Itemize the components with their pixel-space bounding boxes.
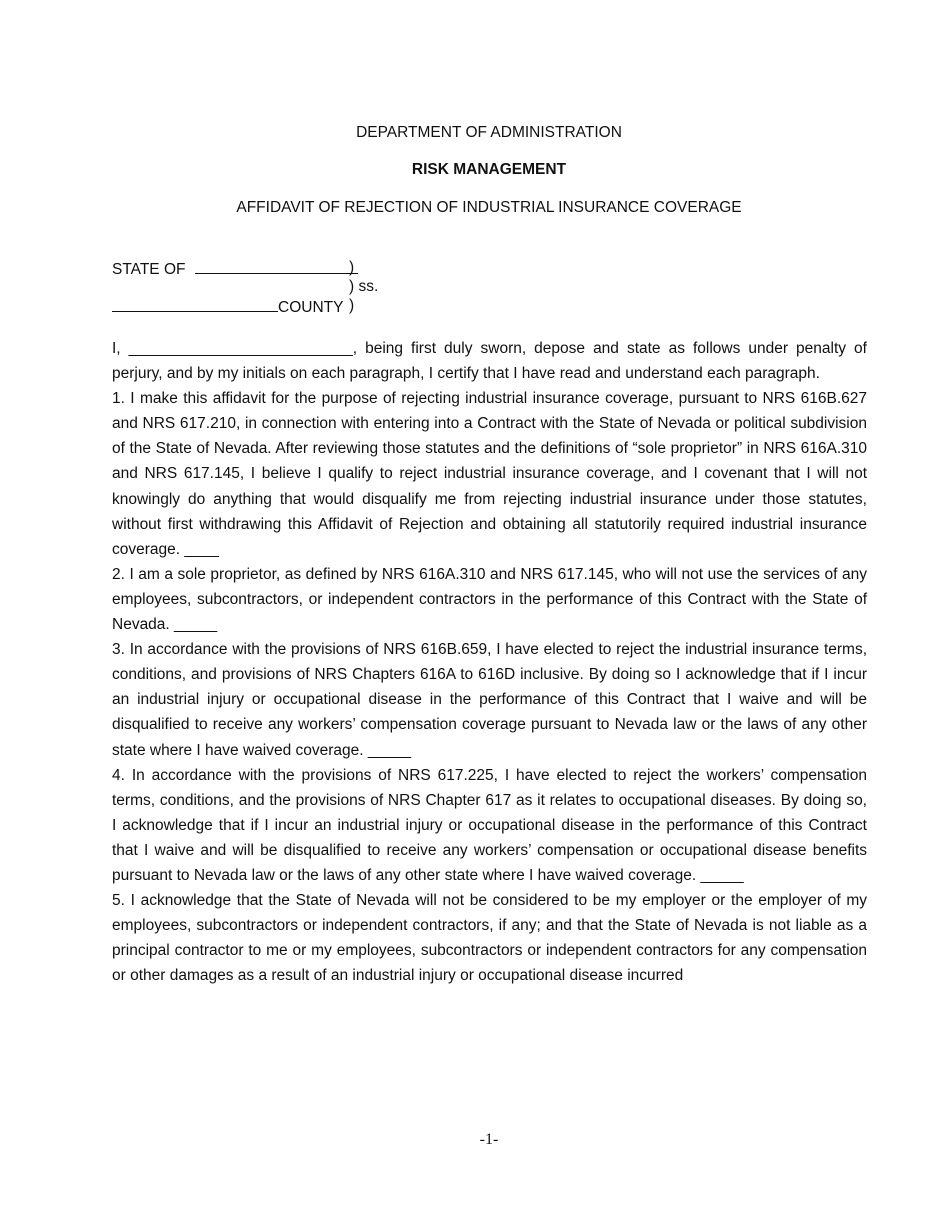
- state-row: STATE OF ): [112, 258, 358, 277]
- ss-label: ) ss.: [349, 278, 379, 295]
- state-blank[interactable]: [195, 258, 358, 274]
- department-heading: DEPARTMENT OF ADMINISTRATION: [356, 124, 622, 141]
- venue-block: [112, 258, 379, 316]
- paragraph-2: 2. I am a sole proprietor, as defined by NRS 616A.310 and NRS 617.145, who will not use the services of any employees, subcontractors, or independent contractors in the performance of this Contract with the State of Nevada. _____: [112, 565, 867, 634]
- county-blank[interactable]: [112, 296, 278, 312]
- document-title: AFFIDAVIT OF REJECTION OF INDUSTRIAL INSURANCE COVERAGE: [236, 199, 742, 216]
- county-label: COUNTY: [278, 299, 344, 316]
- ss-row: [112, 277, 379, 296]
- paragraph-5: 5. I acknowledge that the State of Nevada will not be considered to be my employer or the employer of my employees, subcontractors or independent contractors, if any; and that the State of Nevada is not liable as a principal contractor to me or my employees, subcontractors or independent contractors for any compensation or other damages as a result of an industrial injury or occupational disease incurred: [112, 892, 867, 985]
- intro-paragraph: I, __________________________, being first duly sworn, depose and state as follows under penalty of perjury, and by my initials on each paragraph, I certify that I have read and understand each paragraph.: [112, 340, 867, 383]
- page-number: -1-: [479, 1131, 499, 1148]
- division-heading: RISK MANAGEMENT: [411, 161, 567, 178]
- affidavit-body: [112, 336, 867, 988]
- paragraph-3: 3. In accordance with the provisions of NRS 616B.659, I have elected to reject the industrial insurance terms, conditions, and provisions of NRS Chapters 616A to 616D inclusive. By doing so I acknowledge that if I incur an industrial injury or occupational disease in the performance of this Contract that I waive and will be disqualified to receive any workers’ compensation coverage pursuant to Nevada law or the laws of any other state where I have waived coverage. _____: [112, 641, 867, 759]
- county-row: COUNTY ): [112, 296, 358, 315]
- paragraph-4: 4. In accordance with the provisions of NRS 617.225, I have elected to reject the workers’ compensation terms, conditions, and the provisions of NRS Chapter 617 as it relates to occupational diseases. By doing so, I acknowledge that if I incur an industrial injury or occupational disease in the performance of this Contract that I waive and will be disqualified to receive any workers’ compensation or occupational disease benefits pursuant to Nevada law or the laws of any other state where I have waived coverage. _____: [112, 766, 867, 884]
- state-label: STATE OF: [112, 261, 186, 278]
- paragraph-1: 1. I make this affidavit for the purpose of rejecting industrial insurance coverage, pursuant to NRS 616B.627 and NRS 617.210, in connection with entering into a Contract with the State of Nevada or political subdivision of the State of Nevada. After reviewing those statutes and the definitions of “sole proprietor” in NRS 616A.310 and NRS 617.145, I believe I qualify to reject industrial insurance coverage, and I covenant that I will not knowingly do anything that would disqualify me from rejecting industrial insurance under those statutes, without first withdrawing this Affidavit of Rejection and obtaining all statutorily required industrial insurance coverage. ____: [112, 390, 867, 558]
